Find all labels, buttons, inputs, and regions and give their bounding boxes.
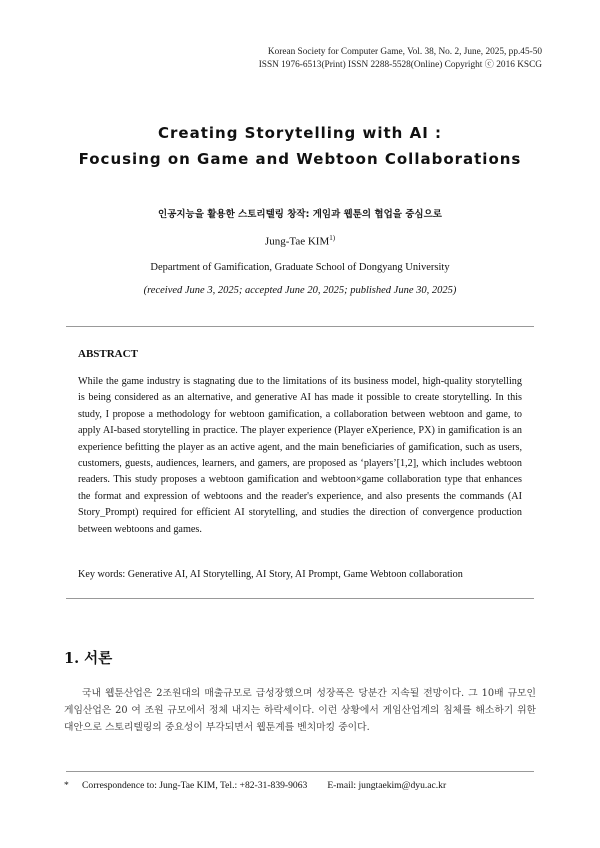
- author-name: Jung-Tae KIM: [264, 235, 330, 248]
- author: [0, 234, 600, 248]
- journal-info: [259, 46, 542, 72]
- section-heading: 1. 서론: [64, 650, 113, 667]
- paper-title-line1: Creating Storytelling with AI :: [158, 124, 442, 142]
- keywords: Key words: Generative AI, AI Storytelling, AI Story, AI Prompt, Game Webtoon collaboration: [78, 569, 463, 580]
- divider: [66, 598, 534, 599]
- abstract-text: While the game industry is stagnating due to the limitations of its business model, high-quality storytelling is being considered as an alternative, and generative AI has made it possible to create storytelling. In this study, I propose a methodology for webtoon gamification, a collaboration between webtoon and game, to apply AI-based storytelling in practice. The player experience (Player eXperience, PX) in gamification is an experience befitting the player as an active agent, and the main beneficiaries of gamification, such as users, customers, guests, audiences, learners, and gamers, are proposed as ‘players’[1,2], which includes webtoon readers. This study proposes a webtoon gamification and webtoon×game collaboration type that enhances the format and expression of webtoons and the reader's experience, and also presents the commands (AI Story_Prompt) required for efficient AI storytelling, and studies the direction of convergence production between webtoons and games.: [78, 376, 522, 535]
- korean-title: 인공지능을 활용한 스토리텔링 창작: 게임과 웹툰의 협업을 중심으로: [158, 209, 442, 220]
- author-footnote-mark: 1): [329, 234, 336, 242]
- paper-title: [0, 120, 600, 172]
- footnote-mark: *: [64, 780, 69, 791]
- journal-issn: ISSN 1976-6513(Print) ISSN 2288-5528(Online) Copyright ⓒ 2016 KSCG: [258, 60, 542, 70]
- journal-citation: Korean Society for Computer Game, Vol. 38, No. 2, June, 2025, pp.45-50: [267, 47, 542, 57]
- publication-dates: (received June 3, 2025; accepted June 20, 2025; published June 30, 2025): [143, 285, 457, 296]
- divider: [66, 326, 534, 327]
- abstract-heading: ABSTRACT: [78, 348, 138, 360]
- footnote-divider: [66, 771, 534, 772]
- affiliation: Department of Gamification, Graduate School of Dongyang University: [150, 262, 450, 273]
- paper-title-line2: Focusing on Game and Webtoon Collaborations: [78, 150, 522, 168]
- footnote-email: E-mail: jungtaekim@dyu.ac.kr: [327, 780, 447, 791]
- footnote-text: Correspondence to: Jung-Tae KIM, Tel.: +82-31-839-9063: [82, 780, 308, 791]
- footnote: [64, 780, 446, 791]
- section-text: 국내 웹툰산업은 2조원대의 매출규모로 급성장했으며 성장폭은 당분간 지속될 전망이다. 그 10배 규모인 게임산업은 20 여 조원 규모에서 정체 내지는 하락세이다. 이런 상황에서 게임산업계의 침체를 해소하기 위한 대안으로 스토리텔링의 중요성이 부각되면서 웹툰계를 벤치마킹 중이다.: [64, 688, 536, 733]
